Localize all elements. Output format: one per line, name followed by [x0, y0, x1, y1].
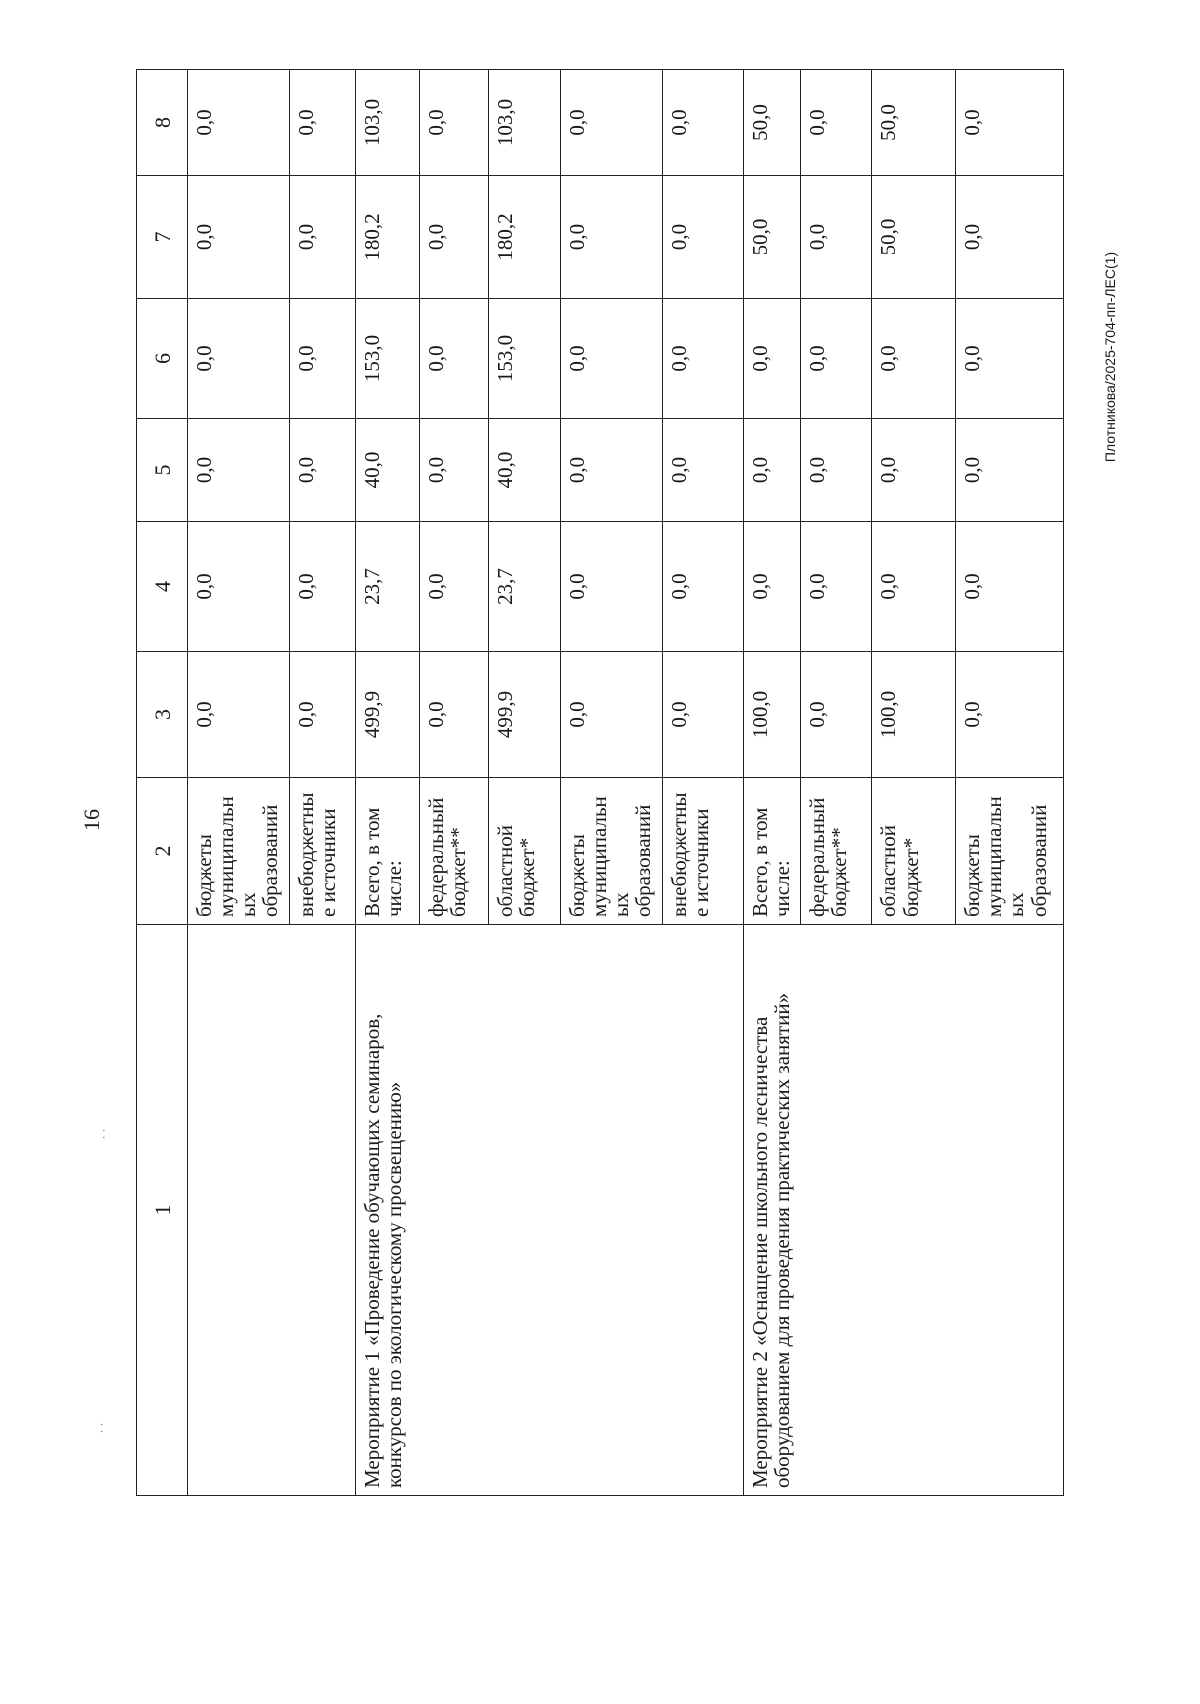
- value-cell: 0,0: [872, 419, 956, 522]
- event-2-title: Мероприятие 2 «Оснащение школьного лесничества оборудованием для проведения практических занятий»: [744, 925, 1064, 1496]
- value-cell: 0,0: [560, 299, 662, 419]
- value-cell: 0,0: [956, 176, 1064, 299]
- value-cell: 103,0: [489, 70, 561, 176]
- column-number: 7: [137, 176, 188, 299]
- value-cell: 0,0: [289, 70, 356, 176]
- value-cell: 0,0: [662, 70, 744, 176]
- value-cell: 50,0: [872, 176, 956, 299]
- value-cell: 0,0: [188, 522, 290, 652]
- value-cell: 0,0: [872, 299, 956, 419]
- funding-source: областной бюджет*: [872, 778, 956, 925]
- table-header-row: [137, 70, 188, 1496]
- value-cell: 0,0: [560, 176, 662, 299]
- value-cell: 0,0: [956, 70, 1064, 176]
- funding-source: бюджеты муниципальных образований: [956, 778, 1064, 925]
- value-cell: 23,7: [356, 522, 419, 652]
- value-cell: 0,0: [188, 419, 290, 522]
- value-cell: 0,0: [956, 299, 1064, 419]
- value-cell: 0,0: [560, 522, 662, 652]
- value-cell: 0,0: [289, 522, 356, 652]
- value-cell: 40,0: [489, 419, 561, 522]
- value-cell: 0,0: [289, 299, 356, 419]
- value-cell: 0,0: [188, 652, 290, 778]
- value-cell: 0,0: [662, 176, 744, 299]
- financing-table: [136, 69, 1064, 1496]
- value-cell: 0,0: [419, 522, 489, 652]
- value-cell: 0,0: [800, 299, 872, 419]
- value-cell: 0,0: [662, 299, 744, 419]
- value-cell: 0,0: [956, 522, 1064, 652]
- value-cell: 0,0: [800, 652, 872, 778]
- value-cell: 0,0: [419, 419, 489, 522]
- funding-source: Всего, в том числе:: [744, 778, 800, 925]
- value-cell: 100,0: [872, 652, 956, 778]
- funding-source: областной бюджет*: [489, 778, 561, 925]
- value-cell: 0,0: [744, 522, 800, 652]
- event-1-title: Мероприятие 1 «Проведение обучающих семинаров, конкурсов по экологическому просвещению»: [356, 925, 744, 1496]
- table-row: [356, 70, 419, 1496]
- column-number: 2: [137, 778, 188, 925]
- value-cell: 0,0: [662, 522, 744, 652]
- value-cell: 0,0: [744, 299, 800, 419]
- scan-speck: · ·: [94, 1422, 109, 1434]
- value-cell: 0,0: [289, 419, 356, 522]
- financing-table-container: [136, 100, 1064, 1496]
- value-cell: 499,9: [489, 652, 561, 778]
- value-cell: 0,0: [800, 522, 872, 652]
- funding-source: внебюджетные источники: [289, 778, 356, 925]
- table-row: [188, 70, 290, 1496]
- funding-source: бюджеты муниципальных образований: [560, 778, 662, 925]
- value-cell: 0,0: [744, 419, 800, 522]
- scan-speck: · ·: [96, 1128, 111, 1140]
- value-cell: 0,0: [188, 70, 290, 176]
- value-cell: 103,0: [356, 70, 419, 176]
- value-cell: 0,0: [800, 176, 872, 299]
- value-cell: 0,0: [956, 652, 1064, 778]
- document-code: Плотникова/2025-704-пп-ЛЕС(1): [1102, 251, 1118, 463]
- funding-source: федеральный бюджет**: [800, 778, 872, 925]
- funding-source: Всего, в том числе:: [356, 778, 419, 925]
- column-number: 5: [137, 419, 188, 522]
- funding-source: федеральный бюджет**: [419, 778, 489, 925]
- value-cell: 0,0: [560, 70, 662, 176]
- table-row: [744, 70, 800, 1496]
- value-cell: 0,0: [662, 419, 744, 522]
- event-cell-empty: [188, 925, 356, 1496]
- column-number: 3: [137, 652, 188, 778]
- value-cell: 180,2: [489, 176, 561, 299]
- value-cell: 0,0: [662, 652, 744, 778]
- value-cell: 0,0: [188, 176, 290, 299]
- value-cell: 0,0: [800, 419, 872, 522]
- value-cell: 40,0: [356, 419, 419, 522]
- value-cell: 0,0: [419, 299, 489, 419]
- value-cell: 0,0: [419, 652, 489, 778]
- value-cell: 180,2: [356, 176, 419, 299]
- value-cell: 499,9: [356, 652, 419, 778]
- value-cell: 0,0: [419, 176, 489, 299]
- value-cell: 0,0: [872, 522, 956, 652]
- value-cell: 50,0: [872, 70, 956, 176]
- funding-source: бюджеты муниципальных образований: [188, 778, 290, 925]
- value-cell: 153,0: [356, 299, 419, 419]
- value-cell: 0,0: [289, 176, 356, 299]
- value-cell: 50,0: [744, 70, 800, 176]
- value-cell: 23,7: [489, 522, 561, 652]
- value-cell: 0,0: [419, 70, 489, 176]
- column-number: 1: [137, 925, 188, 1496]
- column-number: 4: [137, 522, 188, 652]
- page-number: 16: [79, 809, 104, 831]
- value-cell: 50,0: [744, 176, 800, 299]
- value-cell: 100,0: [744, 652, 800, 778]
- value-cell: 0,0: [289, 652, 356, 778]
- value-cell: 0,0: [188, 299, 290, 419]
- value-cell: 0,0: [560, 419, 662, 522]
- value-cell: 153,0: [489, 299, 561, 419]
- funding-source: внебюджетные источники: [662, 778, 744, 925]
- value-cell: 0,0: [560, 652, 662, 778]
- value-cell: 0,0: [956, 419, 1064, 522]
- value-cell: 0,0: [800, 70, 872, 176]
- column-number: 8: [137, 70, 188, 176]
- column-number: 6: [137, 299, 188, 419]
